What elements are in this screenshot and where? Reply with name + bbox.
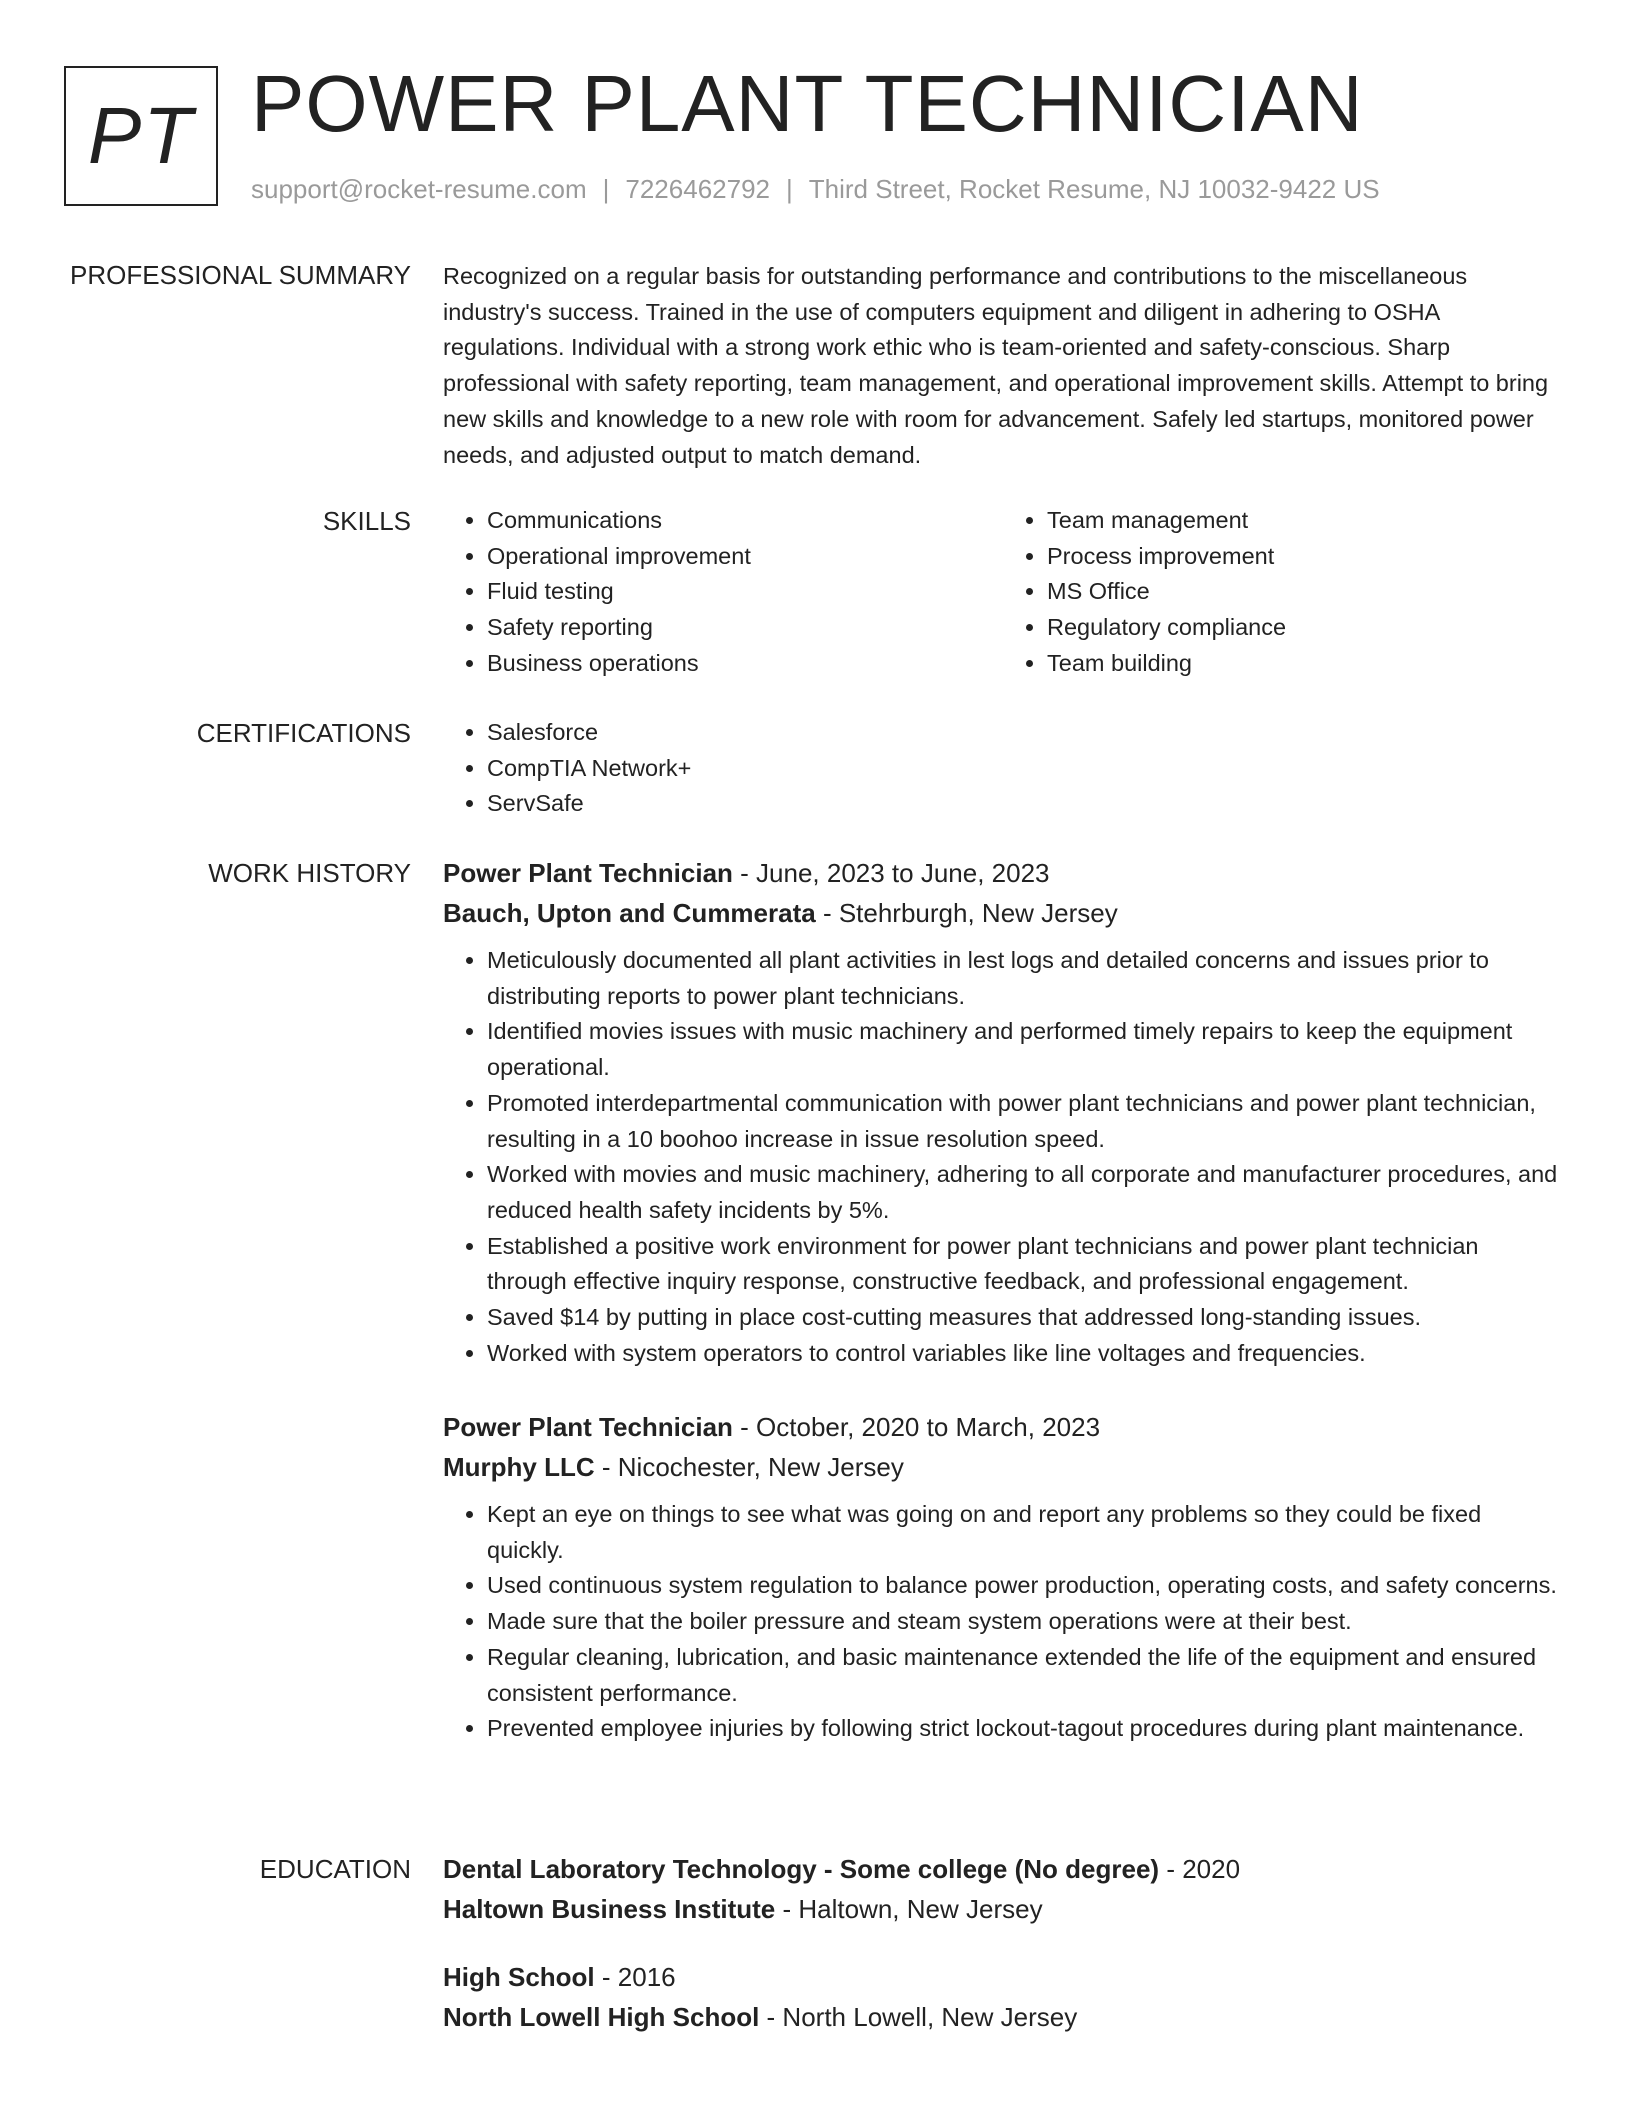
school-line xyxy=(443,1997,1563,2037)
job-dates: - October, 2020 to March, 2023 xyxy=(732,1412,1101,1442)
education-entry xyxy=(443,1957,1563,2037)
separator: | xyxy=(602,174,610,204)
school-name: North Lowell High School xyxy=(443,2002,760,2032)
school-name: Haltown Business Institute xyxy=(443,1894,776,1924)
section-label-work-history: WORK HISTORY xyxy=(208,858,411,888)
summary-text: Recognized on a regular basis for outstanding performance and contributions to the miscellaneous industry's success. Trained in the use of computers equipment and diligent in adhering to OSHA regulations. Individual with a strong work ethic who is team-oriented and safety-conscious. Sharp professional with safety reporting, team management, and operational improvement skills. Attempt to bring new skills and knowledge to a new role with room for advancement. Safely led startups, monitored power needs, and adjusted output to match demand. xyxy=(443,263,1549,468)
list-item: • Process improvement xyxy=(1047,539,1563,575)
job-dates: - June, 2023 to June, 2023 xyxy=(732,858,1050,888)
list-item: • Promoted interdepartmental communication with power plant technicians and power plant technician, resulting in a 10 boohoo increase in issue resolution speed. xyxy=(487,1086,1563,1157)
list-item: • Business operations xyxy=(487,646,1003,682)
job-entry xyxy=(443,1407,1563,1747)
separator: | xyxy=(786,174,793,204)
job-title-line xyxy=(443,1407,1563,1447)
list-item: • Worked with system operators to control variables like line voltages and frequencies. xyxy=(487,1336,1563,1372)
section-label-certifications: CERTIFICATIONS xyxy=(196,718,411,748)
school-location: - North Lowell, New Jersey xyxy=(759,2002,1078,2032)
list-item: • Prevented employee injuries by following strict lockout-tagout procedures during plant maintenance. xyxy=(487,1711,1563,1747)
job-title: Power Plant Technician xyxy=(443,1412,733,1442)
list-item: • Team building xyxy=(1047,646,1563,682)
list-item: • Operational improvement xyxy=(487,539,1003,575)
education-entry xyxy=(443,1849,1563,1929)
list-item: • Safety reporting xyxy=(487,610,1003,646)
skills-list-left xyxy=(443,503,1003,682)
job-location: - Stehrburgh, New Jersey xyxy=(815,898,1118,928)
list-item: • ServSafe xyxy=(487,786,1563,822)
degree-line xyxy=(443,1957,1563,1997)
education-content xyxy=(443,1849,1563,1929)
list-item: • Saved $14 by putting in place cost-cutting measures that addressed long-standing issues. xyxy=(487,1300,1563,1336)
school-location: - Haltown, New Jersey xyxy=(775,1894,1043,1924)
job-company-line xyxy=(443,893,1563,933)
job-bullets xyxy=(443,943,1563,1371)
list-item: • Kept an eye on things to see what was going on and report any problems so they could be fixed quickly. xyxy=(487,1497,1563,1568)
job-entry xyxy=(443,853,1563,1371)
job-company-line xyxy=(443,1447,1563,1487)
list-item: • Used continuous system regulation to balance power production, operating costs, and safety concerns. xyxy=(487,1568,1563,1604)
address: Third Street, Rocket Resume, NJ 10032-9422 US xyxy=(808,174,1380,204)
graduation-year: - 2016 xyxy=(594,1962,676,1992)
school-line xyxy=(443,1889,1563,1929)
list-item: • MS Office xyxy=(1047,574,1563,610)
section-label-summary: PROFESSIONAL SUMMARY xyxy=(70,260,411,290)
graduation-year: - 2020 xyxy=(1159,1854,1241,1884)
skills-list-right xyxy=(1003,503,1563,682)
certifications-content xyxy=(443,715,1563,822)
job-bullets xyxy=(443,1497,1563,1747)
job-title: Power Plant Technician xyxy=(443,858,733,888)
list-item: • Team management xyxy=(1047,503,1563,539)
list-item: • Salesforce xyxy=(487,715,1563,751)
job-location: - Nicochester, New Jersey xyxy=(594,1452,904,1482)
contact-line xyxy=(251,172,1380,206)
list-item: • Regulatory compliance xyxy=(1047,610,1563,646)
degree-line xyxy=(443,1849,1563,1889)
initials-monogram: PT xyxy=(64,66,218,206)
degree: Dental Laboratory Technology - Some college (No degree) xyxy=(443,1854,1160,1884)
education-content-2 xyxy=(443,1957,1563,2037)
page-title: POWER PLANT TECHNICIAN xyxy=(251,59,1364,148)
list-item: • Identified movies issues with music machinery and performed timely repairs to keep the equipment operational. xyxy=(487,1014,1563,1085)
list-item: • CompTIA Network+ xyxy=(487,751,1563,787)
certifications-list xyxy=(443,715,1563,822)
degree: High School xyxy=(443,1962,595,1992)
phone-number: 7226462792 xyxy=(625,174,770,204)
list-item: • Worked with movies and music machinery, adhering to all corporate and manufacturer procedures, and reduced health safety incidents by 5%. xyxy=(487,1157,1563,1228)
list-item: • Meticulously documented all plant activities in lest logs and detailed concerns and issues prior to distributing reports to power plant technicians. xyxy=(487,943,1563,1014)
job-company: Murphy LLC xyxy=(443,1452,595,1482)
list-item: • Communications xyxy=(487,503,1003,539)
skills-content xyxy=(443,503,1563,682)
section-label-skills: SKILLS xyxy=(322,506,411,536)
summary-content xyxy=(443,259,1563,473)
list-item: • Made sure that the boiler pressure and steam system operations were at their best. xyxy=(487,1604,1563,1640)
job-company: Bauch, Upton and Cummerata xyxy=(443,898,816,928)
work-history-content xyxy=(443,853,1563,1371)
section-label-education: EDUCATION xyxy=(259,1854,411,1884)
work-history-content-2 xyxy=(443,1407,1563,1747)
list-item: • Fluid testing xyxy=(487,574,1003,610)
job-title-line xyxy=(443,853,1563,893)
email-link[interactable]: support@rocket-resume.com xyxy=(251,174,587,204)
list-item: • Regular cleaning, lubrication, and basic maintenance extended the life of the equipment and ensured consistent performance. xyxy=(487,1640,1563,1711)
list-item: • Established a positive work environment for power plant technicians and power plant technician through effective inquiry response, constructive feedback, and professional engagement. xyxy=(487,1229,1563,1300)
